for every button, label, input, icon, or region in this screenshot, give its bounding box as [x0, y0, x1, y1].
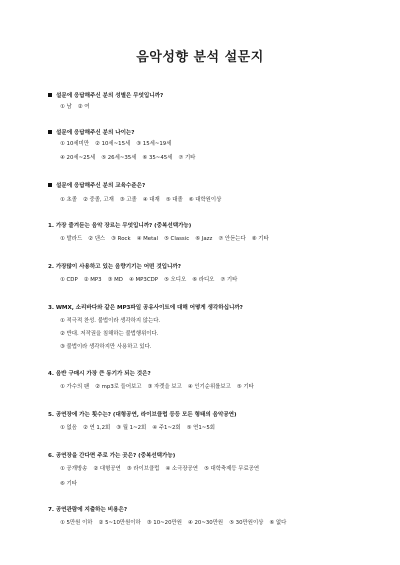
option-row: [60, 342, 166, 355]
question-text: 설문에 응답해주신 분의 나이는?: [56, 130, 135, 136]
answer-option[interactable]: ② 연 1,2회: [82, 425, 111, 431]
answer-option[interactable]: ① 발라드: [60, 236, 83, 242]
option-row: [60, 153, 201, 167]
question-gender: [48, 91, 163, 99]
options-age: [60, 139, 201, 167]
answer-option[interactable]: ① 공개방송: [60, 466, 88, 472]
option-row: [60, 275, 243, 288]
answer-option[interactable]: ② 대형공연: [93, 466, 121, 472]
options-gender: [60, 102, 96, 115]
answer-option[interactable]: ⑤ 기타: [236, 384, 254, 390]
answer-option[interactable]: ① 5만원 이하: [60, 520, 93, 526]
question-age: [48, 128, 134, 136]
options-spending: [60, 518, 292, 531]
answer-option[interactable]: ④ 인기순위를보고: [187, 384, 231, 390]
answer-option[interactable]: ③ 10~20만원: [146, 520, 182, 526]
option-row: [60, 423, 221, 436]
answer-option[interactable]: ⑤ Classic: [164, 236, 190, 242]
question-text: 3. WMX, 소리바다와 같은 MP3파일 공유사이트에 대해 어떻게 생각하십니까?: [48, 305, 243, 311]
page-title: 음악성향 분석 설문지: [136, 50, 264, 65]
answer-option[interactable]: ⑤ 오디오: [164, 277, 187, 283]
question-device: [48, 262, 181, 270]
square-bullet-icon: [48, 130, 52, 134]
question-concert-frequency: [48, 410, 237, 418]
answer-option[interactable]: ③ 월 1~2회: [116, 425, 147, 431]
answer-option[interactable]: ③ 15세~19세: [136, 141, 172, 147]
options-purchase-motive: [60, 382, 260, 395]
answer-option[interactable]: ③ 자켓을 보고: [147, 384, 182, 390]
answer-option[interactable]: ② 10세~15세: [95, 141, 131, 147]
answer-option[interactable]: ② MP3: [83, 277, 102, 283]
answer-option[interactable]: ② 반대. 저작권을 침해하는 불법행위이다.: [60, 331, 159, 337]
answer-option[interactable]: ① 10세미만: [60, 141, 90, 147]
answer-option[interactable]: ⑥ 없다: [269, 520, 287, 526]
answer-option[interactable]: ⑤ 대졸: [165, 197, 183, 203]
options-genre: [60, 234, 275, 247]
answer-option[interactable]: ② mp3로 들어보고: [95, 384, 142, 390]
question-spending: [48, 505, 127, 513]
answer-option[interactable]: ⑦ 기타: [220, 277, 238, 283]
options-mp3-sharing: [60, 316, 166, 355]
question-concert-venue: [48, 451, 175, 459]
answer-option[interactable]: ② 중졸, 고재: [82, 197, 114, 203]
answer-option[interactable]: ⑦ 기타: [178, 155, 196, 161]
answer-option[interactable]: ⑤ 연1~5회: [186, 425, 215, 431]
option-row: [60, 479, 265, 494]
question-text: 6. 공연장을 간다면 주로 가는 곳은? (중복선택가능): [48, 453, 176, 459]
answer-option[interactable]: ⑧ 기타: [251, 236, 269, 242]
answer-option[interactable]: ① 적극적 찬성. 불법이라 생각하지 않는다.: [60, 318, 161, 324]
option-row: [60, 234, 275, 247]
question-education: [48, 181, 145, 189]
question-text: 설문에 응답해주신 분의 교육수준은?: [56, 183, 146, 189]
question-text: 7. 공연관람에 지출하는 비용은?: [48, 507, 128, 513]
question-text: 설문에 응답해주신 분의 성별은 무엇입니까?: [56, 93, 164, 99]
answer-option[interactable]: ② 여: [77, 104, 90, 110]
answer-option[interactable]: ⑤ 30만원이상: [229, 520, 264, 526]
options-concert-frequency: [60, 423, 221, 436]
option-row: [60, 382, 260, 395]
answer-option[interactable]: ⑦ 안듣는다: [218, 236, 246, 242]
answer-option[interactable]: ① 가수의 팬: [60, 384, 90, 390]
answer-option[interactable]: ⑤ 26세~35세: [101, 155, 137, 161]
answer-option[interactable]: ⑥ Jazz: [195, 236, 213, 242]
answer-option[interactable]: ③ 라이브클럽: [126, 466, 160, 472]
answer-option[interactable]: ③ Rock: [111, 236, 131, 242]
question-mp3-sharing: [48, 303, 243, 311]
answer-option[interactable]: ⑥ 라디오: [192, 277, 215, 283]
answer-option[interactable]: ② 댄스: [88, 236, 106, 242]
answer-option[interactable]: ③ 불법이라 생각하지만 사용하고 있다.: [60, 344, 152, 350]
option-row: [60, 195, 227, 208]
options-education: [60, 195, 227, 208]
answer-option[interactable]: ⑥ 35~45세: [142, 155, 173, 161]
answer-option[interactable]: ③ 고졸: [119, 197, 137, 203]
option-row: [60, 464, 265, 479]
answer-option[interactable]: ④ 20~30만원: [187, 520, 224, 526]
square-bullet-icon: [48, 183, 52, 187]
answer-option[interactable]: ④ 소극장공연: [165, 466, 198, 472]
answer-option[interactable]: ④ 20세~25세: [60, 155, 96, 161]
answer-option[interactable]: ① 없음: [60, 425, 77, 431]
option-row: [60, 518, 292, 531]
answer-option[interactable]: ④ 대재: [142, 197, 160, 203]
question-genre: [48, 221, 191, 229]
option-row: [60, 329, 166, 342]
question-text: 1. 가장 즐겨듣는 음악 장르는 무엇입니까? (중복선택가능): [48, 223, 192, 229]
answer-option[interactable]: ⑤ 대학축제등 무료공연: [203, 466, 260, 472]
question-text: 2. 가장많이 사용하고 있는 음향기기는 어떤 것입니까?: [48, 264, 181, 270]
question-text: 4. 음반 구매시 가장 큰 동기가 되는 것은?: [48, 371, 151, 377]
answer-option[interactable]: ⑥ 기타: [60, 481, 77, 487]
answer-option[interactable]: ④ 주1~2회: [152, 425, 181, 431]
options-device: [60, 275, 243, 288]
question-purchase-motive: [48, 369, 151, 377]
answer-option[interactable]: ④ Metal: [136, 236, 159, 242]
options-concert-venue: [60, 464, 265, 494]
option-row: [60, 316, 166, 329]
answer-option[interactable]: ① 초졸: [60, 197, 77, 203]
answer-option[interactable]: ② 5~10만원이하: [98, 520, 141, 526]
square-bullet-icon: [48, 93, 52, 97]
option-row: [60, 139, 201, 153]
answer-option[interactable]: ① CDP: [60, 277, 78, 283]
answer-option[interactable]: ① 남: [60, 104, 72, 110]
option-row: [60, 102, 96, 115]
answer-option[interactable]: ④ MP3CDP: [128, 277, 159, 283]
answer-option[interactable]: ⑥ 대학원이상: [188, 197, 222, 203]
answer-option[interactable]: ③ MD: [107, 277, 123, 283]
question-text: 5. 공연장에 가는 횟수는? (대형공연, 라이브클럽 등등 모든 형태의 음악공연): [48, 412, 237, 418]
